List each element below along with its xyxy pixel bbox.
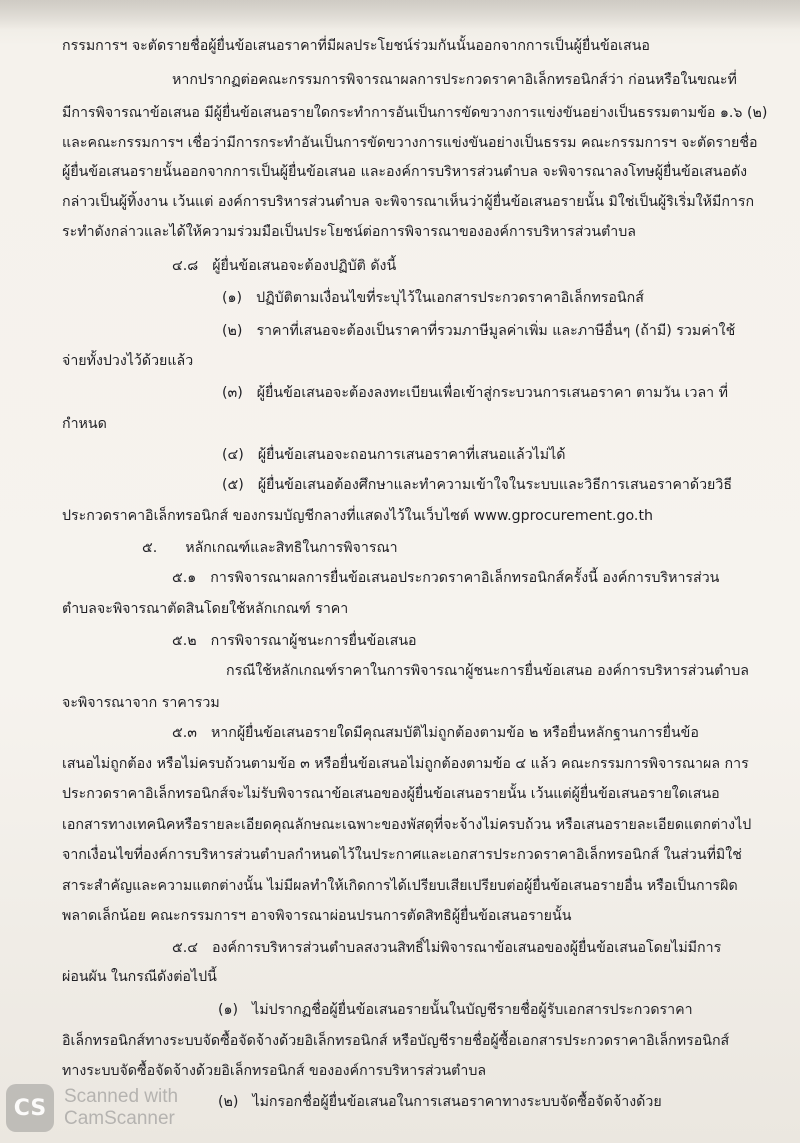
watermark-text [64, 1086, 178, 1130]
camscanner-logo-icon: CS [6, 1084, 54, 1132]
text-line: กรณีใช้หลักเกณฑ์ราคาในการพิจารณาผู้ชนะการยื่นข้อเสนอ องค์การบริหารส่วนตำบล [226, 663, 749, 679]
camscanner-watermark [6, 1078, 246, 1138]
section-item: ๕.๑ การพิจารณาผลการยื่นข้อเสนอประกวดราคาอิเล็กทรอนิกส์ครั้งนี้ องค์การบริหารส่วน [172, 570, 720, 586]
text-line: จ่ายทั้งปวงไว้ด้วยแล้ว [62, 353, 194, 369]
text-line: หากปรากฏต่อคณะกรรมการพิจารณาผลการประกวดราคาอิเล็กทรอนิกส์ว่า ก่อนหรือในขณะที่ [172, 72, 737, 88]
watermark-line-1: Scanned with [64, 1086, 179, 1107]
text-line: ประกวดราคาอิเล็กทรอนิกส์จะไม่รับพิจารณาข้อเสนอของผู้ยื่นข้อเสนอรายนั้น เว้นแต่ผู้ยื่นข้อเสนอรายใดเสนอ [62, 786, 720, 802]
text-line: เอกสารทางเทคนิคหรือรายละเอียดคุณลักษณะเฉพาะของพัสดุที่จะจ้างไม่ครบถ้วน หรือเสนอรายละเอียดแตกต่างไป [62, 817, 752, 833]
list-item: (๔) ผู้ยื่นข้อเสนอจะถอนการเสนอราคาที่เสนอแล้วไม่ได้ [222, 447, 566, 463]
text-line: มีการพิจารณาข้อเสนอ มีผู้ยื่นข้อเสนอรายใดกระทำการอันเป็นการขัดขวางการแข่งขันอย่างเป็นธรรมตามข้อ ๑.๖ (๒) [62, 105, 768, 121]
list-item: (๒) ไม่กรอกชื่อผู้ยื่นข้อเสนอในการเสนอราคาทางระบบจัดซื้อจัดจ้างด้วย [218, 1094, 662, 1110]
section-item: ๕.๔ องค์การบริหารส่วนตำบลสงวนสิทธิ์ไม่พิจารณาข้อเสนอของผู้ยื่นข้อเสนอโดยไม่มีการ [172, 940, 722, 956]
list-item: (๓) ผู้ยื่นข้อเสนอจะต้องลงทะเบียนเพื่อเข้าสู่กระบวนการเสนอราคา ตามวัน เวลา ที่ [222, 385, 729, 401]
text-line: กล่าวเป็นผู้ทิ้งงาน เว้นแต่ องค์การบริหารส่วนตำบล จะพิจารณาเห็นว่าผู้ยื่นข้อเสนอรายนั้น มิใช่เป็นผู้ริเริ่มให้มีการก [62, 194, 755, 210]
text-line: ทางระบบจัดซื้อจัดจ้างด้วยอิเล็กทรอนิกส์ ขององค์การบริหารส่วนตำบล [62, 1063, 487, 1079]
text-line: ตำบลจะพิจารณาตัดสินโดยใช้หลักเกณฑ์ ราคา [62, 601, 349, 617]
text-line: จะพิจารณาจาก ราคารวม [62, 695, 220, 711]
list-item: (๒) ราคาที่เสนอจะต้องเป็นราคาที่รวมภาษีมูลค่าเพิ่ม และภาษีอื่นๆ (ถ้ามี) รวมค่าใช้ [222, 323, 736, 339]
text-line: จากเงื่อนไขที่องค์การบริหารส่วนตำบลกำหนดไว้ในประกาศและเอกสารประกวดราคาอิเล็กทรอนิกส์ ในส่วนที่มิใช่ [62, 847, 742, 863]
text-line: สาระสำคัญและความแตกต่างนั้น ไม่มีผลทำให้เกิดการได้เปรียบเสียเปรียบต่อผู้ยื่นข้อเสนอรายอื่น หรือเป็นการผิด [62, 878, 738, 894]
text-line: ผ่อนผัน ในกรณีดังต่อไปนี้ [62, 969, 217, 985]
text-line: กรรมการฯ จะตัดรายชื่อผู้ยื่นข้อเสนอราคาที่มีผลประโยชน์ร่วมกันนั้นออกจากการเป็นผู้ยื่นข้อเสนอ [62, 38, 650, 54]
list-item: (๑) ไม่ปรากฏชื่อผู้ยื่นข้อเสนอรายนั้นในบัญชีรายชื่อผู้รับเอกสารประกวดราคา [218, 1002, 693, 1018]
text-line: ประกวดราคาอิเล็กทรอนิกส์ ของกรมบัญชีกลางที่แสดงไว้ในเว็บไซต์ www.gprocurement.go.th [62, 508, 653, 524]
text-line: ระทำดังกล่าวและได้ให้ความร่วมมือเป็นประโยชน์ต่อการพิจารณาขององค์การบริหารส่วนตำบล [62, 224, 636, 240]
text-line: เสนอไม่ถูกต้อง หรือไม่ครบถ้วนตามข้อ ๓ หรือยื่นข้อเสนอไม่ถูกต้องตามข้อ ๔ แล้ว คณะกรรมการพิจารณาผล การ [62, 756, 749, 772]
list-item: (๑) ปฏิบัติตามเงื่อนไขที่ระบุไว้ในเอกสารประกวดราคาอิเล็กทรอนิกส์ [222, 290, 644, 306]
section-item: ๕.๒ การพิจารณาผู้ชนะการยื่นข้อเสนอ [172, 633, 417, 649]
section-heading: ๔.๘ ผู้ยื่นข้อเสนอจะต้องปฏิบัติ ดังนี้ [172, 258, 397, 274]
text-line: อิเล็กทรอนิกส์ทางระบบจัดซื้อจัดจ้างด้วยอิเล็กทรอนิกส์ หรือบัญชีรายชื่อผู้ซื้อเอกสารประกวดราคาอิเล็กทรอนิกส์ [62, 1033, 730, 1049]
text-line: ผู้ยื่นข้อเสนอรายนั้นออกจากการเป็นผู้ยื่นข้อเสนอ และองค์การบริหารส่วนตำบล จะพิจารณาลงโทษผู้ยื่นข้อเสนอดัง [62, 164, 748, 180]
watermark-line-2: CamScanner [64, 1108, 175, 1129]
text-line: กำหนด [62, 416, 107, 432]
section-item: ๕.๓ หากผู้ยื่นข้อเสนอรายใดมีคุณสมบัติไม่ถูกต้องตามข้อ ๒ หรือยื่นหลักฐานการยื่นข้อ [172, 725, 699, 741]
text-line: พลาดเล็กน้อย คณะกรรมการฯ อาจพิจารณาผ่อนปรนการตัดสิทธิผู้ยื่นข้อเสนอรายนั้น [62, 908, 572, 924]
text-line: และคณะกรรมการฯ เชื่อว่ามีการกระทำอันเป็นการขัดขวางการแข่งขันอย่างเป็นธรรม คณะกรรมการฯ จะตัดรายชื่อ [62, 135, 758, 151]
list-item: (๕) ผู้ยื่นข้อเสนอต้องศึกษาและทำความเข้าใจในระบบและวิธีการเสนอราคาด้วยวิธี [222, 477, 732, 493]
section-heading: ๕. หลักเกณฑ์และสิทธิในการพิจารณา [142, 540, 398, 556]
